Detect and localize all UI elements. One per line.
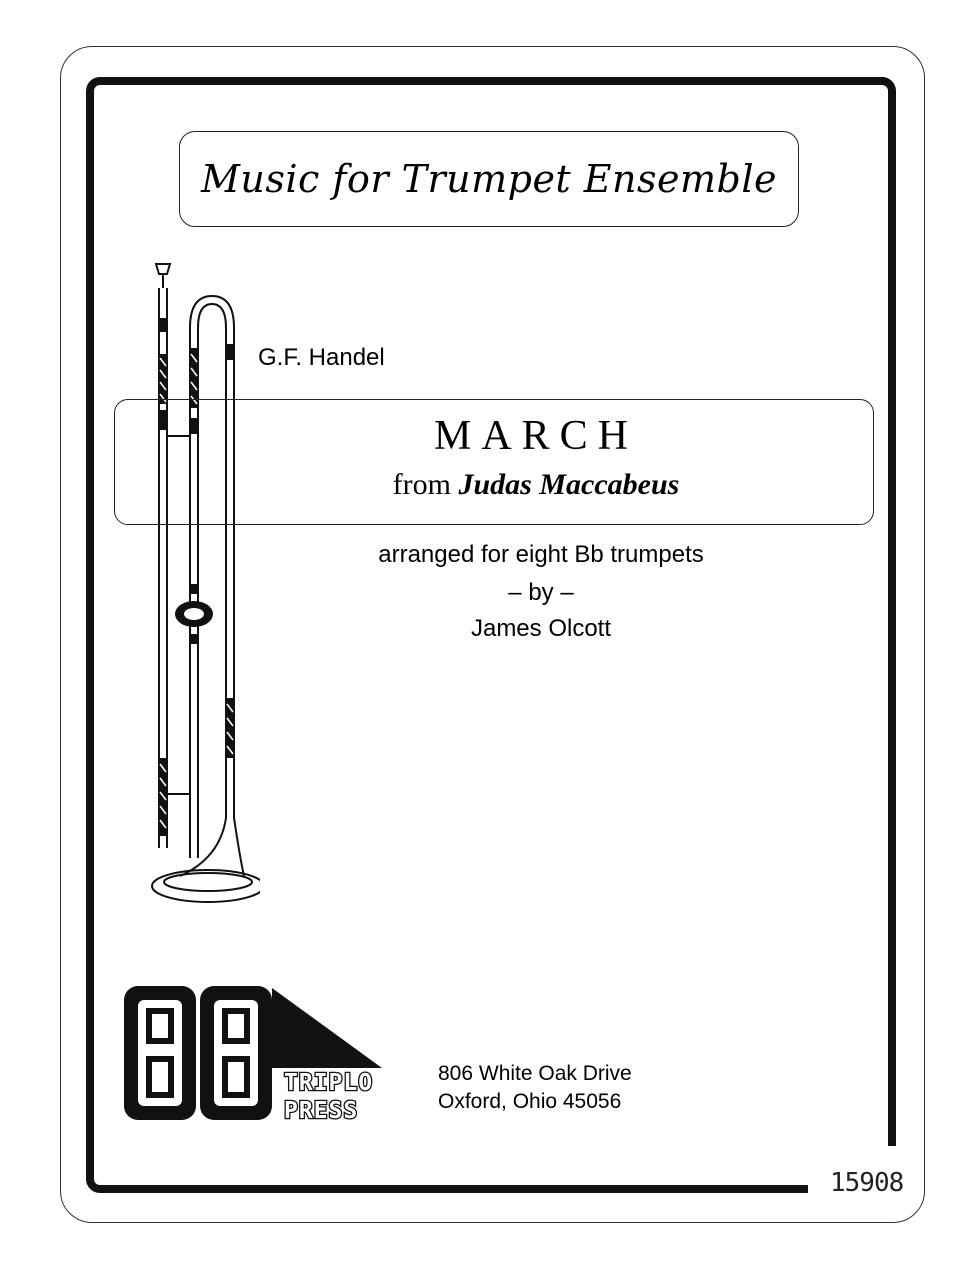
series-title-box <box>179 131 799 227</box>
logo-wordmark-bottom: PRESS <box>284 1098 359 1123</box>
by-line: – by – <box>508 579 574 606</box>
publisher-address-street: 806 White Oak Drive <box>438 1062 632 1085</box>
arranger-name: James Olcott <box>470 615 612 642</box>
from-prefix: from <box>392 468 451 501</box>
publisher-address-city: Oxford, Ohio 45056 <box>438 1090 622 1113</box>
catalog-number: 15908 <box>830 1168 904 1198</box>
work-title: Judas Maccabeus <box>458 468 680 501</box>
composer-name: G.F. Handel <box>258 344 385 371</box>
logo-wordmark-top: TRIPLO <box>284 1070 374 1096</box>
series-title: Music for Trumpet Ensemble <box>201 157 777 201</box>
triplo-press-logo-icon <box>122 978 407 1123</box>
work-line <box>0 468 976 502</box>
piece-title: MARCH <box>433 413 639 459</box>
arranged-for: arranged for eight Bb trumpets <box>378 541 704 568</box>
